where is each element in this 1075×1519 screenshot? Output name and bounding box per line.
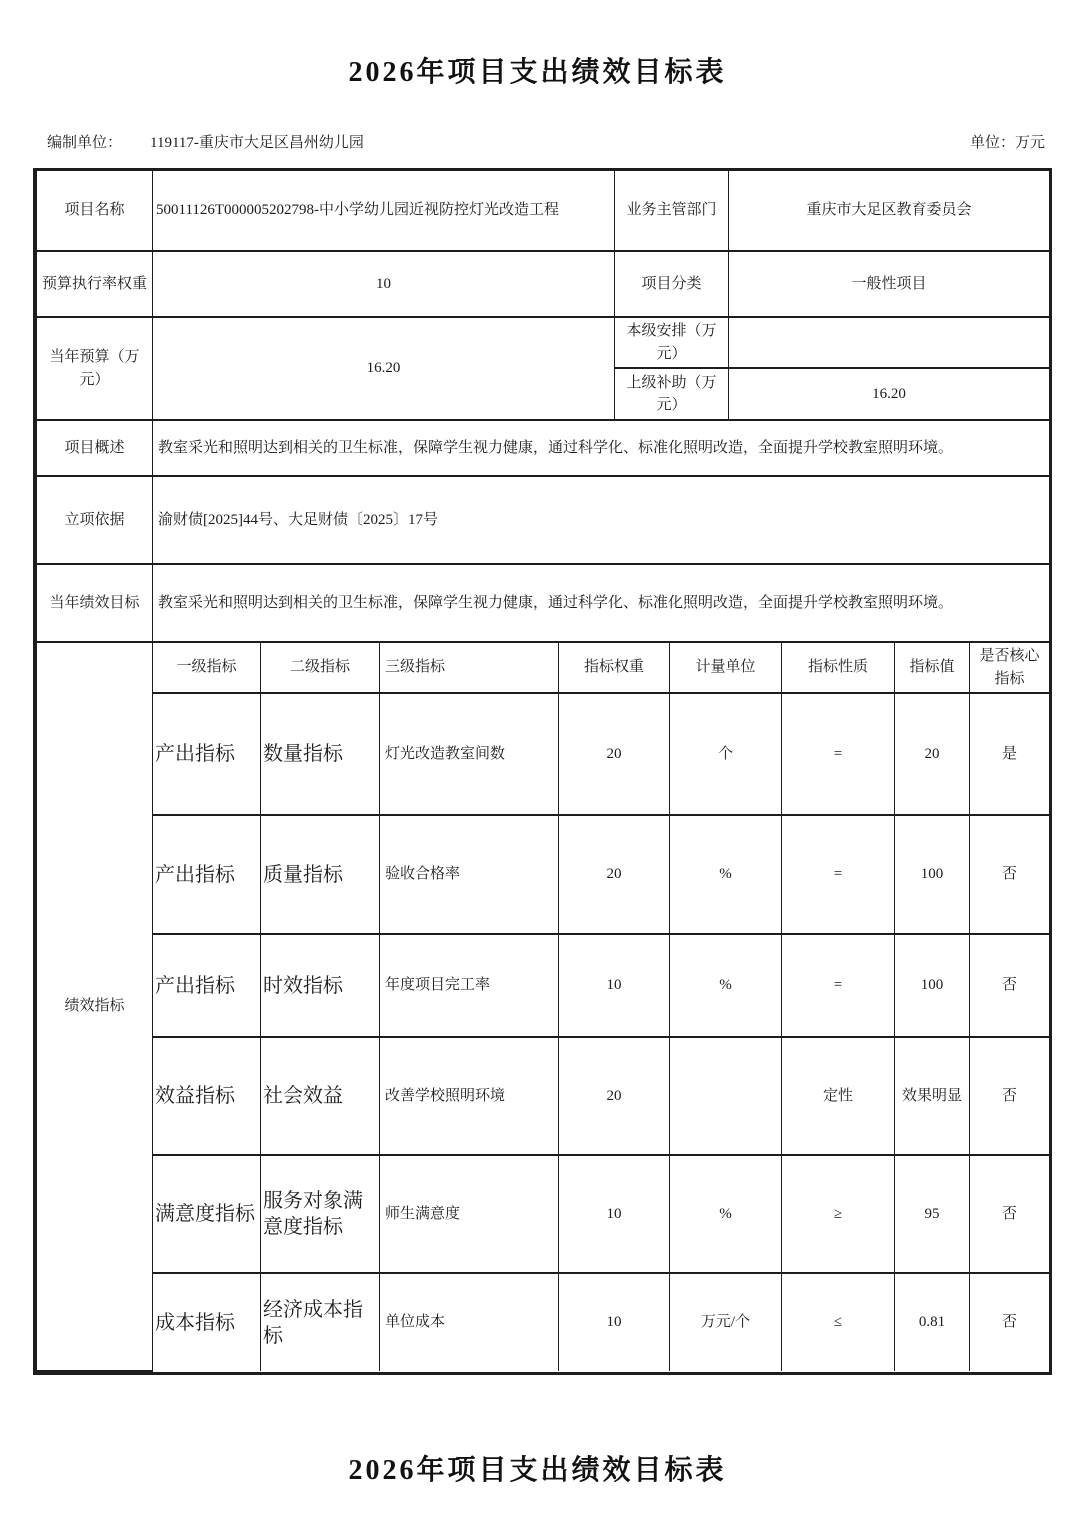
indicator-row xyxy=(37,693,1050,815)
unit-label: 单位：万元 xyxy=(969,135,1045,151)
indicator-row xyxy=(37,1155,1050,1273)
local-arrangement-label: 本级安排（万元） xyxy=(615,317,729,368)
budget-exec-weight-row xyxy=(37,251,1050,317)
indicator-level2-cell: 社会效益 xyxy=(261,1037,380,1155)
indicator-weight-cell: 10 xyxy=(559,934,670,1037)
indicator-level2-cell: 时效指标 xyxy=(261,934,380,1037)
indicator-level2-cell: 数量指标 xyxy=(261,693,380,815)
annual-goal-row xyxy=(37,564,1050,642)
indicator-core-cell: 否 xyxy=(970,815,1050,934)
indicator-level2-cell: 服务对象满意度指标 xyxy=(261,1155,380,1273)
indicator-weight-cell: 20 xyxy=(559,693,670,815)
indicator-row xyxy=(37,934,1050,1037)
indicator-core-cell: 否 xyxy=(970,1155,1050,1273)
dept-label: 业务主管部门 xyxy=(615,171,729,251)
indicator-level3-cell: 师生满意度 xyxy=(380,1155,559,1273)
local-arrangement-value xyxy=(729,317,1050,368)
indicator-level3-cell: 灯光改造教室间数 xyxy=(380,693,559,815)
header-level2: 二级指标 xyxy=(261,643,380,693)
indicator-value-cell: 95 xyxy=(895,1155,970,1273)
indicator-unit-cell: 万元/个 xyxy=(670,1273,782,1371)
page-title: 2026年项目支出绩效目标表 xyxy=(348,57,727,88)
header-nature: 指标性质 xyxy=(782,643,895,693)
indicator-level1-cell: 成本指标 xyxy=(153,1273,261,1371)
indicator-nature-cell: 定性 xyxy=(782,1037,895,1155)
project-category-label: 项目分类 xyxy=(615,251,729,317)
annual-goal-label: 当年绩效目标 xyxy=(37,564,153,642)
header-core: 是否核心指标 xyxy=(970,643,1050,693)
indicator-level1-cell: 产出指标 xyxy=(153,693,261,815)
indicator-unit-cell: % xyxy=(670,815,782,934)
indicator-weight-cell: 10 xyxy=(559,1273,670,1371)
indicator-row xyxy=(37,1273,1050,1371)
basis-row xyxy=(37,476,1050,564)
indicator-level3-cell: 改善学校照明环境 xyxy=(380,1037,559,1155)
project-name-row xyxy=(37,171,1050,251)
superior-subsidy-value: 16.20 xyxy=(729,368,1050,420)
budget-exec-weight-value: 10 xyxy=(153,251,615,317)
indicator-nature-cell: = xyxy=(782,934,895,1037)
indicator-value-cell: 100 xyxy=(895,934,970,1037)
annual-budget-value: 16.20 xyxy=(153,317,615,420)
annual-budget-label: 当年预算（万元） xyxy=(37,317,153,420)
indicator-weight-cell: 20 xyxy=(559,1037,670,1155)
project-name-value: 50011126T000005202798-中小学幼儿园近视防控灯光改造工程 xyxy=(153,171,615,251)
performance-indicators-label: 绩效指标 xyxy=(37,643,153,1371)
header-level1: 一级指标 xyxy=(153,643,261,693)
indicator-unit-cell: 个 xyxy=(670,693,782,815)
indicator-nature-cell: ≥ xyxy=(782,1155,895,1273)
header-unit: 计量单位 xyxy=(670,643,782,693)
indicator-core-cell: 否 xyxy=(970,1273,1050,1371)
performance-target-table xyxy=(33,168,1052,1375)
basis-label: 立项依据 xyxy=(37,476,153,564)
indicator-level3-cell: 单位成本 xyxy=(380,1273,559,1371)
indicator-nature-cell: = xyxy=(782,693,895,815)
indicator-level3-cell: 年度项目完工率 xyxy=(380,934,559,1037)
project-name-label: 项目名称 xyxy=(37,171,153,251)
annual-budget-row xyxy=(37,317,1050,368)
indicator-value-cell: 效果明显 xyxy=(895,1037,970,1155)
indicator-unit-cell xyxy=(670,1037,782,1155)
indicator-weight-cell: 20 xyxy=(559,815,670,934)
overview-label: 项目概述 xyxy=(37,420,153,476)
indicator-level3-cell: 验收合格率 xyxy=(380,815,559,934)
indicator-level1-cell: 产出指标 xyxy=(153,815,261,934)
indicator-level1-cell: 满意度指标 xyxy=(153,1155,261,1273)
prepared-by-value: 119117-重庆市大足区昌州幼儿园 xyxy=(150,135,364,151)
superior-subsidy-label: 上级补助（万元） xyxy=(615,368,729,420)
meta-row xyxy=(33,131,1047,153)
overview-value: 教室采光和照明达到相关的卫生标准，保障学生视力健康，通过科学化、标准化照明改造，全面提升学校教室照明环境。 xyxy=(153,420,1050,476)
indicator-row xyxy=(37,815,1050,934)
dept-value: 重庆市大足区教育委员会 xyxy=(729,171,1050,251)
indicator-level1-cell: 产出指标 xyxy=(153,934,261,1037)
indicator-unit-cell: % xyxy=(670,1155,782,1273)
indicator-value-cell: 0.81 xyxy=(895,1273,970,1371)
project-info-table xyxy=(36,171,1050,643)
indicator-value-cell: 20 xyxy=(895,693,970,815)
indicator-core-cell: 否 xyxy=(970,1037,1050,1155)
indicator-nature-cell: ≤ xyxy=(782,1273,895,1371)
prepared-by-label: 编制单位： xyxy=(47,135,123,151)
indicator-level2-cell: 经济成本指标 xyxy=(261,1273,380,1371)
indicator-row xyxy=(37,1037,1050,1155)
indicator-weight-cell: 10 xyxy=(559,1155,670,1273)
project-category-value: 一般性项目 xyxy=(729,251,1050,317)
header-value: 指标值 xyxy=(895,643,970,693)
indicator-core-cell: 否 xyxy=(970,934,1050,1037)
header-weight: 指标权重 xyxy=(559,643,670,693)
indicator-value-cell: 100 xyxy=(895,815,970,934)
annual-goal-value: 教室采光和照明达到相关的卫生标准，保障学生视力健康，通过科学化、标准化照明改造，全面提升学校教室照明环境。 xyxy=(153,564,1050,642)
indicator-level1-cell: 效益指标 xyxy=(153,1037,261,1155)
indicator-unit-cell: % xyxy=(670,934,782,1037)
indicator-nature-cell: = xyxy=(782,815,895,934)
budget-exec-weight-label: 预算执行率权重 xyxy=(37,251,153,317)
indicator-core-cell: 是 xyxy=(970,693,1050,815)
overview-row xyxy=(37,420,1050,476)
indicators-header-row xyxy=(37,643,1050,693)
next-page-title: 2026年项目支出绩效目标表 xyxy=(348,1455,727,1486)
indicator-level2-cell: 质量指标 xyxy=(261,815,380,934)
indicators-table xyxy=(36,643,1050,1372)
basis-value: 渝财债[2025]44号、大足财债〔2025〕17号 xyxy=(153,476,1050,564)
header-level3: 三级指标 xyxy=(380,643,559,693)
